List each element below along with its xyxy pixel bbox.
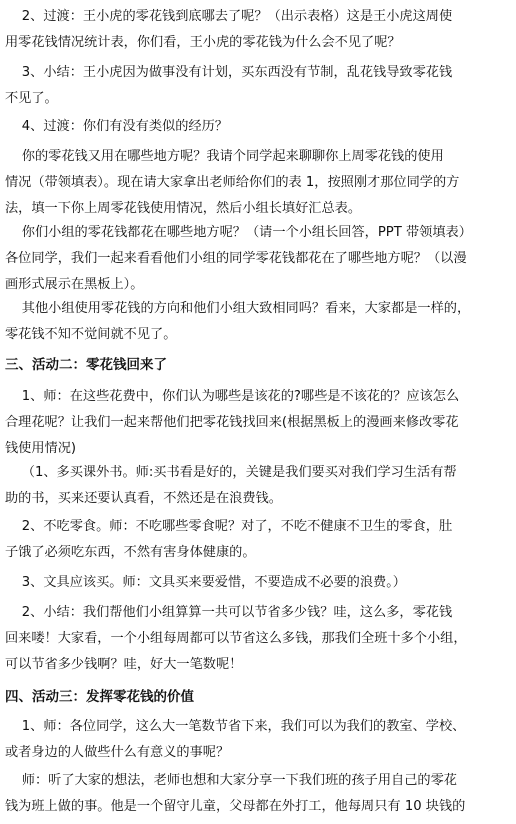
text-line: 零花钱不知不觉间就不见了。 [5, 327, 177, 342]
text-line: 钱使用情况) [5, 441, 77, 456]
text-line: 子饿了必须吃东西，不然有害身体健康的。 [5, 545, 256, 560]
text-line: 师：听了大家的想法，老师也想和大家分享一下我们班的孩子用自己的零花 [5, 773, 457, 788]
text-line: 钱为班上做的事。他是一个留守儿童，父母都在外打工，他每周只有 10 块钱的 [5, 799, 466, 814]
text-line: 3、文具应该买。师：文具买来要爱惜，不要造成不必要的浪费。） [5, 575, 406, 590]
paragraph [5, 570, 511, 596]
paragraph [5, 514, 511, 566]
text-line: 或者身边的人做些什么有意义的事呢？ [5, 745, 230, 760]
paragraph [5, 114, 511, 140]
text-line: 其他小组使用零花钱的方向和他们小组大致相同吗？看来，大家都是一样的， [5, 301, 471, 316]
text-line: 2、不吃零食。师：不吃哪些零食呢？对了，不吃不健康不卫生的零食，肚 [5, 519, 453, 534]
text-line: 你们小组的零花钱都花在哪些地方呢？（请一个小组长回答，PPT 带领填表） [5, 225, 472, 240]
text-line: 4、过渡：你们有没有类似的经历？ [5, 119, 228, 134]
text-line: 助的书，买来还要认真看，不然还是在浪费钱。 [5, 491, 282, 506]
text-line: 情况（带领填表）。现在请大家拿出老师给你们的表 1，按照刚才那位同学的方 [5, 175, 460, 190]
paragraph [5, 460, 511, 512]
text-line: 你的零花钱又用在哪些地方呢？我请个同学起来聊聊你上周零花钱的使用 [5, 149, 444, 164]
text-line: 法，填一下你上周零花钱使用情况，然后小组长填好汇总表。 [5, 201, 362, 216]
text-line: 不见了。 [5, 91, 58, 106]
section-heading: 三、活动二：零花钱回来了 [5, 357, 167, 373]
paragraph [5, 144, 511, 222]
text-line: 1、师：各位同学，这么大一笔数节省下来，我们可以为我们的教室、学校、 [5, 719, 466, 734]
text-line: 2、过渡：王小虎的零花钱到底哪去了呢？（出示表格）这是王小虎这周使 [5, 9, 453, 24]
text-line: 1、师：在这些花费中，你们认为哪些是该花的?哪些是不该花的？应该怎么 [5, 389, 460, 404]
text-line: （1、多买课外书。师:买书看是好的，关键是我们要买对我们学习生活有帮 [5, 465, 457, 480]
text-line: 画形式展示在黑板上）。 [5, 277, 144, 292]
text-line: 各位同学，我们一起来看看他们小组的同学零花钱都花在了哪些地方呢？（以漫 [5, 251, 467, 266]
paragraph [5, 60, 511, 112]
paragraph [5, 768, 511, 820]
paragraph [5, 600, 511, 678]
paragraph [5, 384, 511, 462]
paragraph [5, 220, 511, 298]
text-line: 2、小结：我们帮他们小组算算一共可以节省多少钱？哇，这么多，零花钱 [5, 605, 453, 620]
text-line: 可以节省多少钱啊？哇，好大一笔数呢！ [5, 657, 243, 672]
text-line: 合理花呢？让我们一起来帮他们把零花钱找回来(根据黑板上的漫画来修改零花 [5, 415, 459, 430]
text-line: 用零花钱情况统计表，你们看，王小虎的零花钱为什么会不见了呢？ [5, 35, 401, 50]
paragraph [5, 4, 511, 56]
text-line: 回来喽！大家看，一个小组每周都可以节省这么多钱，那我们全班十多个小组， [5, 631, 467, 646]
paragraph [5, 714, 511, 766]
paragraph [5, 296, 511, 348]
text-line: 3、小结：王小虎因为做事没有计划，买东西没有节制，乱花钱导致零花钱 [5, 65, 453, 80]
section-heading: 四、活动三：发挥零花钱的价值 [5, 689, 194, 705]
